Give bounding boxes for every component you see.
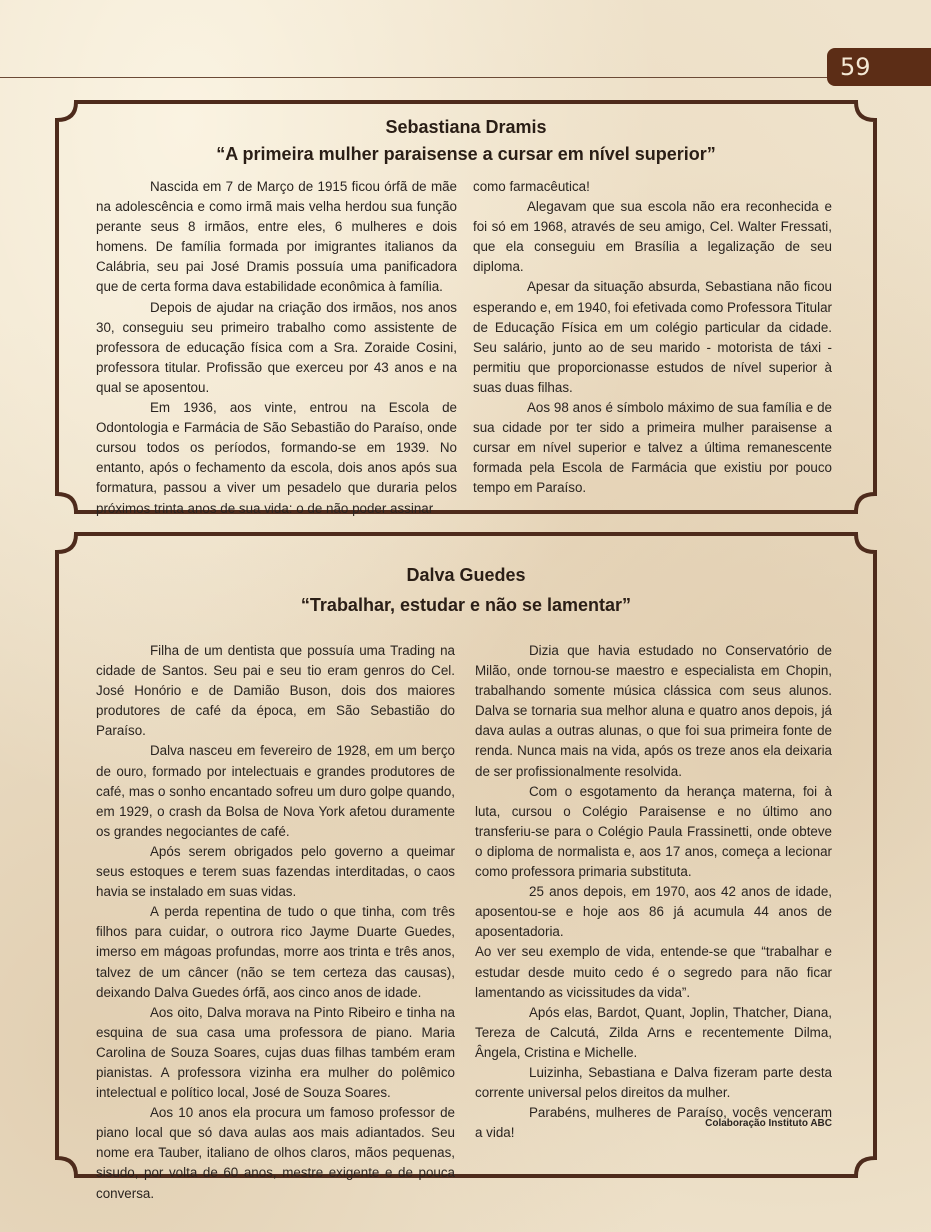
article-title: Dalva Guedes	[406, 565, 526, 585]
paragraph: Nascida em 7 de Março de 1915 ficou órfã de mãe na adolescência e como irmã mais velha herdou sua função perante seus 8 irmãos, entre eles, 6 mulheres e dois homens. De família formada por imigrantes italianos da Calábria, seu pai José Dramis possuía uma panificadora que de certa forma dava estabilidade econômica à família.	[96, 179, 457, 295]
paragraph: Filha de um dentista que possuía uma Trading na cidade de Santos. Seu pai e seu tio eram genros do Cel. José Honório e de Damião Buson, dois dos maiores produtores de café da época, em São Sebastião do Paraíso.	[96, 643, 455, 739]
paragraph: Após serem obrigados pelo governo a queimar seus estoques e terem suas fazendas interditadas, o caos havia se instalado em suas vidas.	[96, 843, 455, 900]
credit-line: Colaboração Instituto ABC	[705, 1118, 832, 1129]
article-title: Sebastiana Dramis	[385, 117, 547, 137]
paragraph: Aos oito, Dalva morava na Pinto Ribeiro e tinha na esquina de sua casa uma professora de piano. Maria Carolina de Souza Soares, cujas duas filhas também eram pianistas. A professora vizinha era mulher do polêmico intelectual e político local, José de Souza Soares.	[96, 1004, 455, 1101]
quote-paragraph: Ao ver seu exemplo de vida, entende-se que “trabalhar e estudar desde muito cedo é o segredo para não ficar lamentando as vicissitudes da vida”.	[475, 944, 832, 1000]
paragraph: Luizinha, Sebastiana e Dalva fizeram parte desta corrente universal pelos direitos da mulher.	[475, 1064, 832, 1101]
header-rule	[0, 77, 830, 78]
article-sebastiana	[54, 99, 878, 515]
paragraph: Alegavam que sua escola não era reconhecida e foi só em 1968, através de seu amigo, Cel. Walter Fressati, que ela conseguiu em Brasília a legalização de seu diploma.	[473, 199, 832, 275]
paragraph-continuation: como farmacêutica!	[473, 179, 590, 194]
paragraph: A perda repentina de tudo o que tinha, com três filhos para cuidar, o outrora rico Jayme Duarte Guedes, imerso em mágoas profundas, morre aos trinta e três anos, talvez de um câncer (não se tem certeza das causas), deixando Dalva Guedes órfã, aos cinco anos de idade.	[96, 904, 455, 1000]
paragraph: Parabéns, mulheres de Paraíso, vocês venceram a vida!	[475, 1105, 832, 1141]
paragraph: Dalva nasceu em fevereiro de 1928, em um berço de ouro, formado por intelectuais e grandes produtores de café, mas o sonho encantado sofreu um duro golpe quando, em 1929, o crash da Bolsa de Nova York afetou duramente os grandes negociantes de café.	[96, 743, 455, 839]
paragraph: 25 anos depois, em 1970, aos 42 anos de idade, aposentou-se e hoje aos 86 já acumula 44 anos de aposentadoria.	[475, 884, 832, 940]
article-subtitle: “Trabalhar, estudar e não se lamentar”	[300, 595, 632, 615]
paragraph: Em 1936, aos vinte, entrou na Escola de Odontologia e Farmácia de São Sebastião do Paraíso, onde cursou todos os períodos, formando-se em 1939. No entanto, após o fechamento da escola, dois anos após sua formatura, passou a viver um pesadelo que duraria pelos próximos trinta anos de sua vida: o de não poder assinar	[96, 400, 457, 516]
right-column	[475, 641, 832, 1143]
paragraph: Depois de ajudar na criação dos irmãos, nos anos 30, conseguiu seu primeiro trabalho como assistente de professora de educação física com a Sra. Zoraide Cosini, professora titular. Profissão que exerceu por 43 anos e na qual se aposentou.	[96, 299, 457, 395]
paragraph: Após elas, Bardot, Quant, Joplin, Thatcher, Diana, Tereza de Calcutá, Zilda Arns e recentemente Dilma, Ângela, Cristina e Michelle.	[475, 1004, 832, 1060]
paragraph: Apesar da situação absurda, Sebastiana não ficou esperando e, em 1940, foi efetivada como Professora Titular de Educação Física em um colégio particular da cidade. Seu salário, junto ao de seu marido - motorista de táxi - permitiu que proporcionasse estudos de nível superior à suas duas filhas.	[473, 279, 832, 395]
paragraph: Com o esgotamento da herança materna, foi à luta, cursou o Colégio Paraisense e no último ano transferiu-se para o Colégio Paula Frassinetti, onde obteve o diploma de normalista e, aos 17 anos, começa a lecionar como professora primaria substituta.	[475, 783, 832, 880]
article-subtitle: “A primeira mulher paraisense a cursar em nível superior”	[216, 144, 716, 164]
left-column	[96, 641, 455, 1204]
paragraph: Dizia que havia estudado no Conservatório de Milão, onde tornou-se maestro e especialista em Chopin, trabalhando somente música clássica com seus alunos. Dalva se tornaria sua melhor aluna e quatro anos depois, já dava aulas a outras alunas, o que foi sua primeira fonte de renda. Nunca mais na vida, após os treze anos ela deixaria de ser profissionalmente resolvida.	[475, 643, 832, 779]
article-dalva	[54, 531, 878, 1201]
paragraph: Aos 98 anos é símbolo máximo de sua família e de sua cidade por ter sido a primeira mulher paraisense a cursar em nível superior e talvez a última remanescente formada pela Escola de Farmácia que existiu por pouco tempo em Paraíso.	[473, 400, 832, 496]
right-column	[473, 177, 832, 499]
left-column	[96, 177, 457, 519]
page-number: 59	[827, 48, 931, 86]
paragraph: Aos 10 anos ela procura um famoso professor de piano local que só dava aulas aos mais adiantados. Seu nome era Tauber, italiano de olhos claros, mãos pequenas, sisudo, por volta de 60 anos, mestre exigente e de pouca conversa.	[96, 1105, 455, 1201]
